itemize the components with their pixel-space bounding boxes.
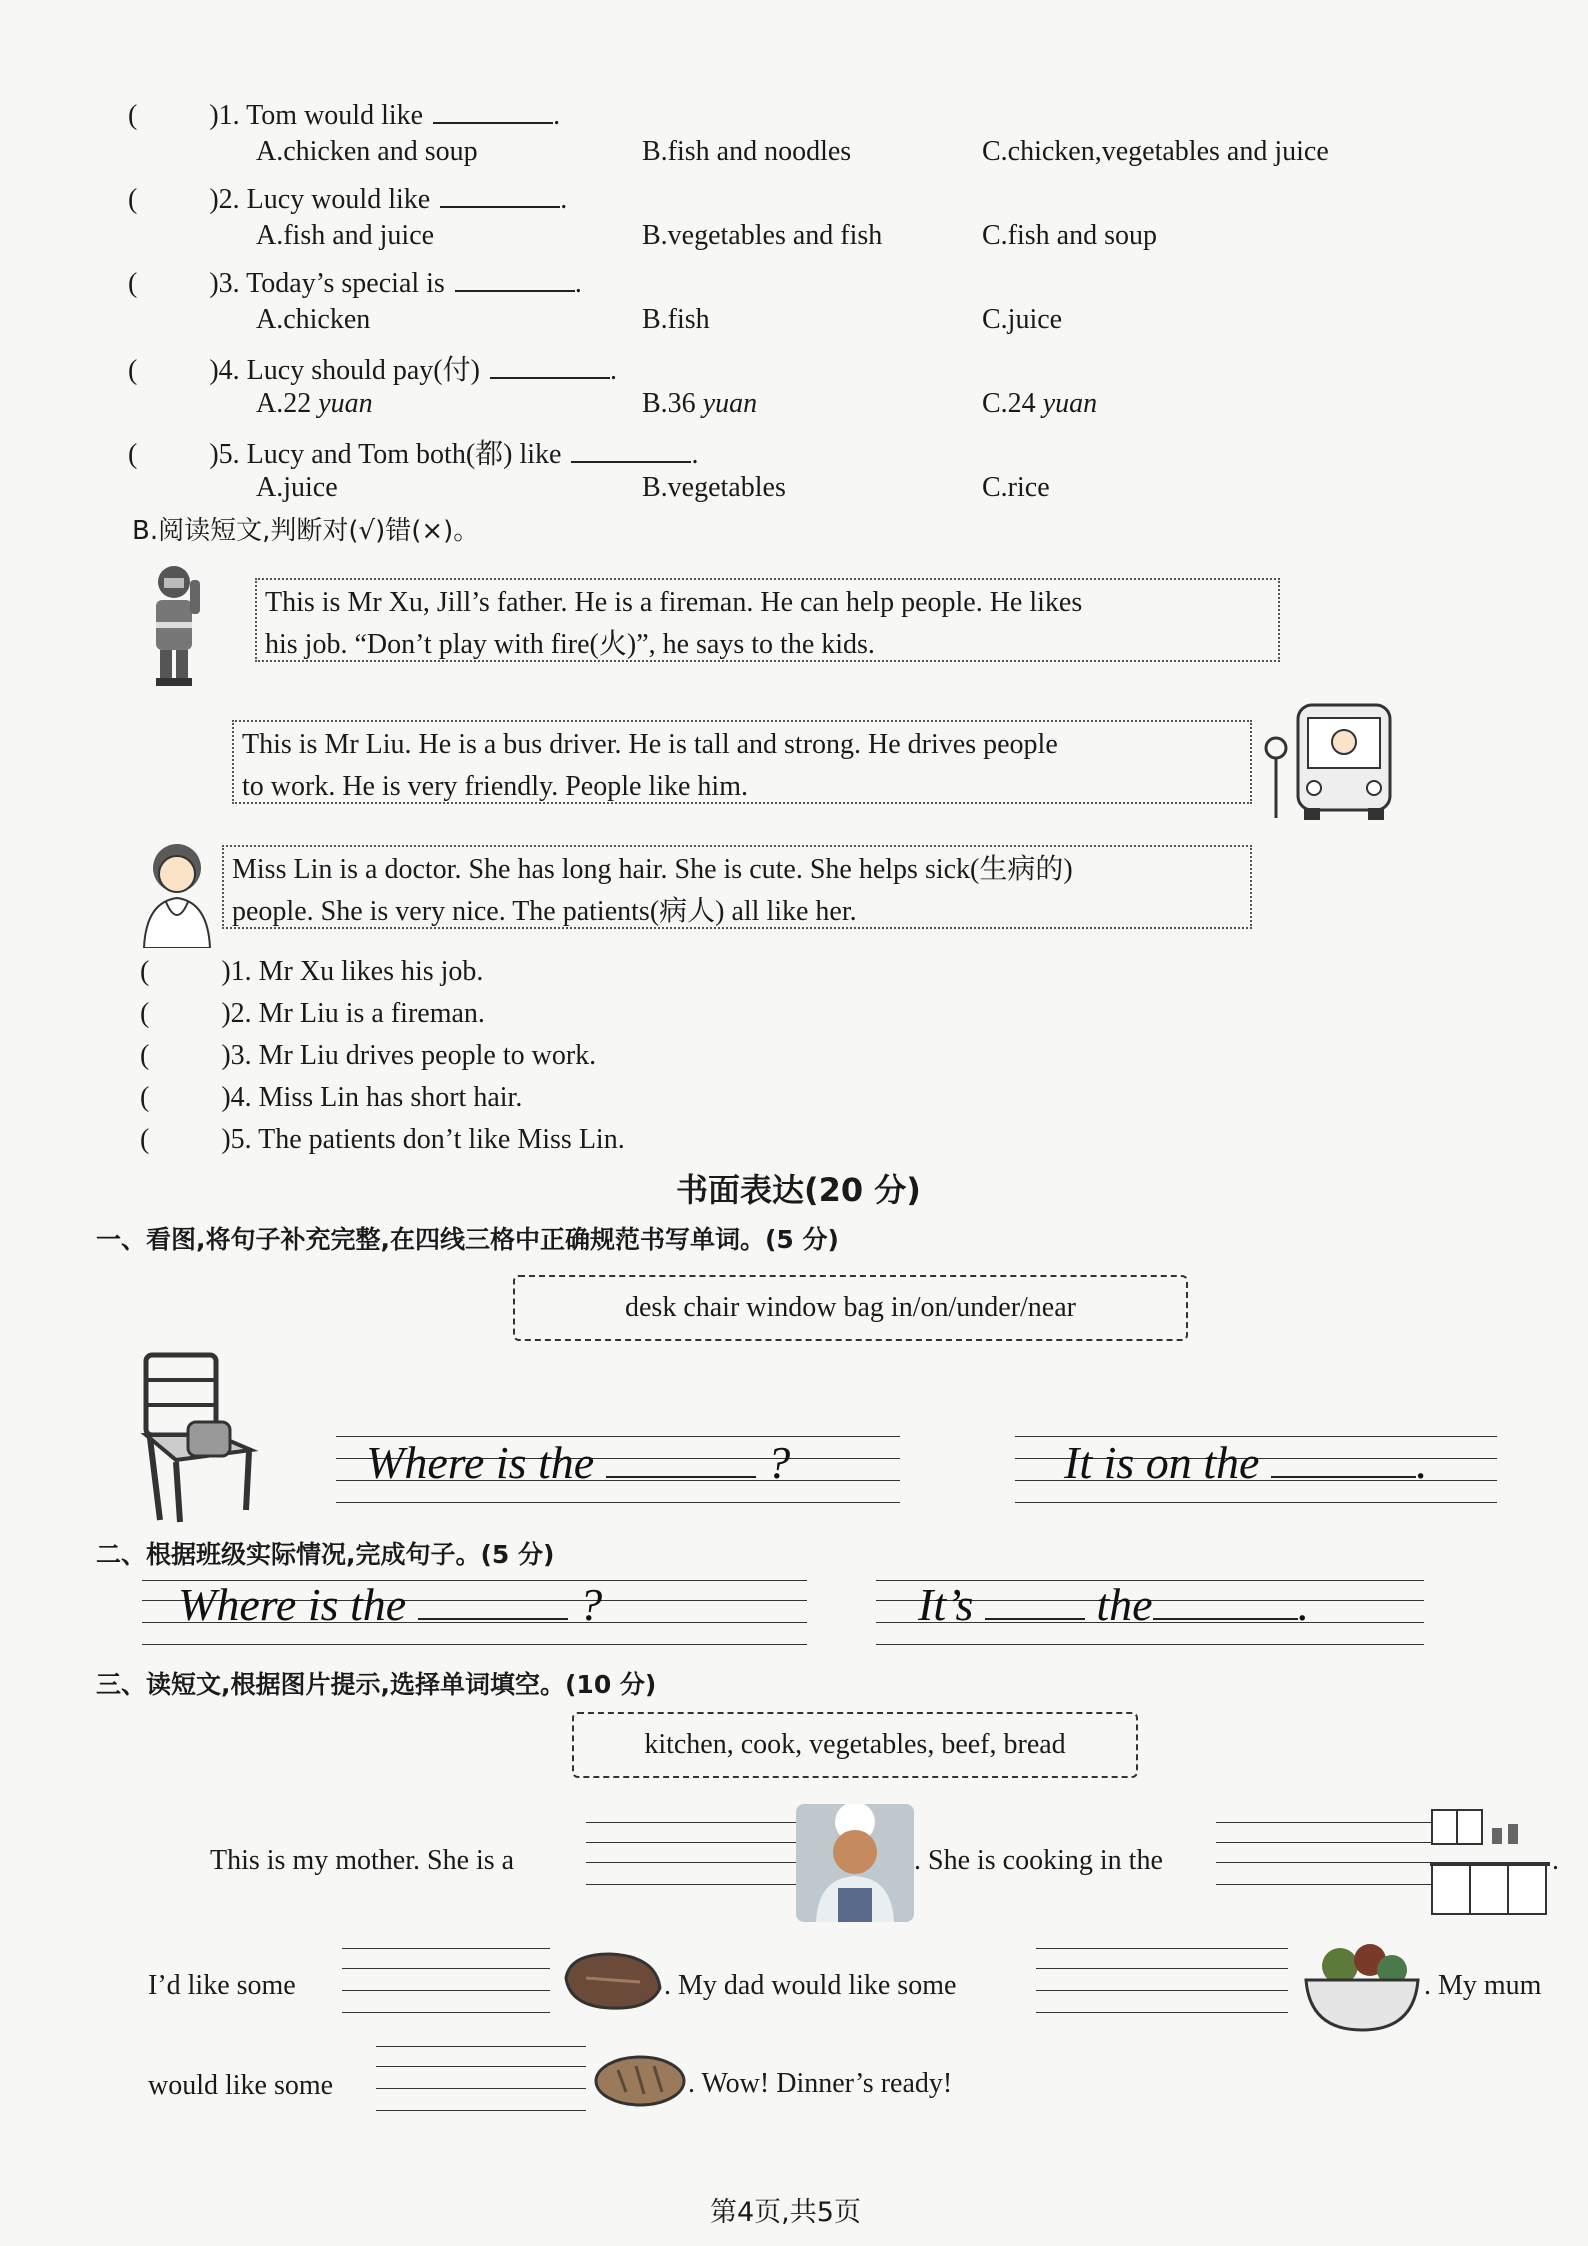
page-footer: 第4页,共5页 — [710, 2197, 861, 2228]
tf-statement: ( )3. Mr Liu drives people to work. — [140, 1040, 597, 1071]
chair-with-bag-icon — [136, 1350, 261, 1525]
mc-option[interactable]: B.vegetables and fish — [642, 220, 883, 251]
s3-text-b: . Wow! Dinner’s ready! — [688, 2068, 953, 2099]
beef-icon — [560, 1948, 666, 2014]
passage-mr-liu: This is Mr Liu. He is a bus driver. He is tall and strong. He drives people to work. He is very friendly. People like him. — [232, 720, 1252, 804]
doctor-icon — [132, 838, 222, 948]
writing-heading: 书面表达(20 分) — [676, 1171, 921, 1209]
part1-title: 一、看图,将句子补充完整,在四线三格中正确规范书写单词。(5 分) — [96, 1225, 839, 1254]
s2-blank-1[interactable] — [342, 1990, 550, 1991]
p2-answer-blank-1[interactable] — [985, 1592, 1085, 1620]
question-blank[interactable] — [440, 180, 560, 208]
p1-answer-blank[interactable] — [1271, 1450, 1416, 1478]
question-blank[interactable] — [455, 264, 575, 292]
question-number: 1 — [218, 100, 233, 131]
mc-option[interactable]: A.chicken — [256, 304, 371, 335]
tf-statement: ( )1. Mr Xu likes his job. — [140, 956, 484, 987]
s1-text-c: . — [1552, 1845, 1559, 1876]
question-stem: Today’s special is — [246, 268, 445, 299]
question-number: 5 — [218, 439, 233, 470]
s3-blank-1[interactable] — [376, 2088, 586, 2089]
tf-statement: ( )4. Miss Lin has short hair. — [140, 1082, 523, 1113]
answer-paren-open: ( — [128, 100, 138, 131]
s2-text-a: I’d like some — [148, 1970, 296, 2001]
section-b-title: B.阅读短文,判断对(√)错(×)。 — [132, 516, 480, 546]
s1-text-b: . She is cooking in the — [914, 1845, 1163, 1876]
answer-paren-open: ( — [128, 355, 138, 386]
question-blank[interactable] — [490, 351, 610, 379]
question-blank[interactable] — [571, 435, 691, 463]
vegetables-bowl-icon — [1300, 1930, 1424, 2034]
mc-option[interactable]: A.chicken and soup — [256, 136, 478, 167]
mc-option[interactable]: B.fish and noodles — [642, 136, 852, 167]
s2-text-c: . My mum — [1424, 1970, 1542, 2001]
mc-option[interactable]: B.fish — [642, 304, 710, 335]
s2-text-b: . My dad would like some — [664, 1970, 957, 2001]
question-number: 3 — [218, 268, 233, 299]
mc-option[interactable]: C.rice — [982, 472, 1050, 503]
question-stem: Lucy would like — [246, 184, 431, 215]
s3-text-a: would like some — [148, 2070, 334, 2101]
fireman-icon — [134, 560, 214, 690]
answer-paren-open: ( — [128, 268, 138, 299]
passage-mr-xu: This is Mr Xu, Jill’s father. He is a fireman. He can help people. He likes his job. “Don’t play with fire(火)”, he says to the kids. — [255, 578, 1280, 662]
mc-question: ( )3. Today’s special is . — [128, 264, 582, 300]
mc-option[interactable]: C.fish and soup — [982, 220, 1157, 251]
mc-option[interactable]: B.vegetables — [642, 472, 786, 503]
mc-option[interactable]: B.36 yuan — [642, 388, 758, 419]
s1-blank-1[interactable] — [586, 1862, 796, 1863]
mc-option[interactable]: A.juice — [256, 472, 338, 503]
p1-answer: It is on the . — [1064, 1437, 1428, 1488]
question-number: 4 — [218, 355, 233, 386]
question-blank[interactable] — [433, 96, 553, 124]
tf-statement: ( )5. The patients don’t like Miss Lin. — [140, 1124, 625, 1155]
p2-answer-blank-2[interactable] — [1153, 1592, 1298, 1620]
p2-answer: It’s the . — [918, 1579, 1310, 1630]
word-bank-3: kitchen, cook, vegetables, beef, bread — [572, 1712, 1138, 1778]
mc-question: ( )2. Lucy would like . — [128, 180, 567, 216]
cook-picture-icon — [796, 1804, 914, 1922]
question-stem: Lucy and Tom both(都) like — [246, 439, 562, 470]
mc-question: ( )4. Lucy should pay(付) . — [128, 348, 617, 388]
word-bank-1: desk chair window bag in/on/under/near — [513, 1275, 1188, 1341]
mc-option[interactable]: C.24 yuan — [982, 388, 1098, 419]
question-number: 2 — [218, 184, 233, 215]
p2-question-blank[interactable] — [418, 1592, 568, 1620]
mc-option[interactable]: C.juice — [982, 304, 1063, 335]
mc-option[interactable]: A.22 yuan — [256, 388, 373, 419]
question-stem: Lucy should pay(付) — [246, 355, 480, 386]
p1-question-blank[interactable] — [606, 1450, 756, 1478]
p1-question: Where is the ? — [366, 1437, 791, 1488]
part2-title: 二、根据班级实际情况,完成句子。(5 分) — [96, 1540, 555, 1569]
s1-text-a: This is my mother. She is a — [210, 1845, 515, 1876]
mc-question: ( )1. Tom would like . — [128, 96, 560, 132]
s2-blank-2[interactable] — [1036, 1990, 1288, 1991]
mc-option[interactable]: C.chicken,vegetables and juice — [982, 136, 1329, 167]
part3-title: 三、读短文,根据图片提示,选择单词填空。(10 分) — [96, 1670, 657, 1699]
s1-blank-2[interactable] — [1216, 1862, 1431, 1863]
bread-icon — [592, 2052, 688, 2110]
passage-miss-lin: Miss Lin is a doctor. She has long hair. She is cute. She helps sick(生病的) people. She is very nice. The patients(病人) all like her. — [222, 845, 1252, 929]
p2-question: Where is the ? — [178, 1579, 603, 1630]
answer-paren-open: ( — [128, 184, 138, 215]
bus-icon — [1258, 700, 1398, 825]
tf-statement: ( )2. Mr Liu is a fireman. — [140, 998, 485, 1029]
kitchen-icon — [1430, 1808, 1552, 1918]
mc-question: ( )5. Lucy and Tom both(都) like . — [128, 432, 698, 472]
question-stem: Tom would like — [246, 100, 424, 131]
answer-paren-open: ( — [128, 439, 138, 470]
mc-option[interactable]: A.fish and juice — [256, 220, 435, 251]
